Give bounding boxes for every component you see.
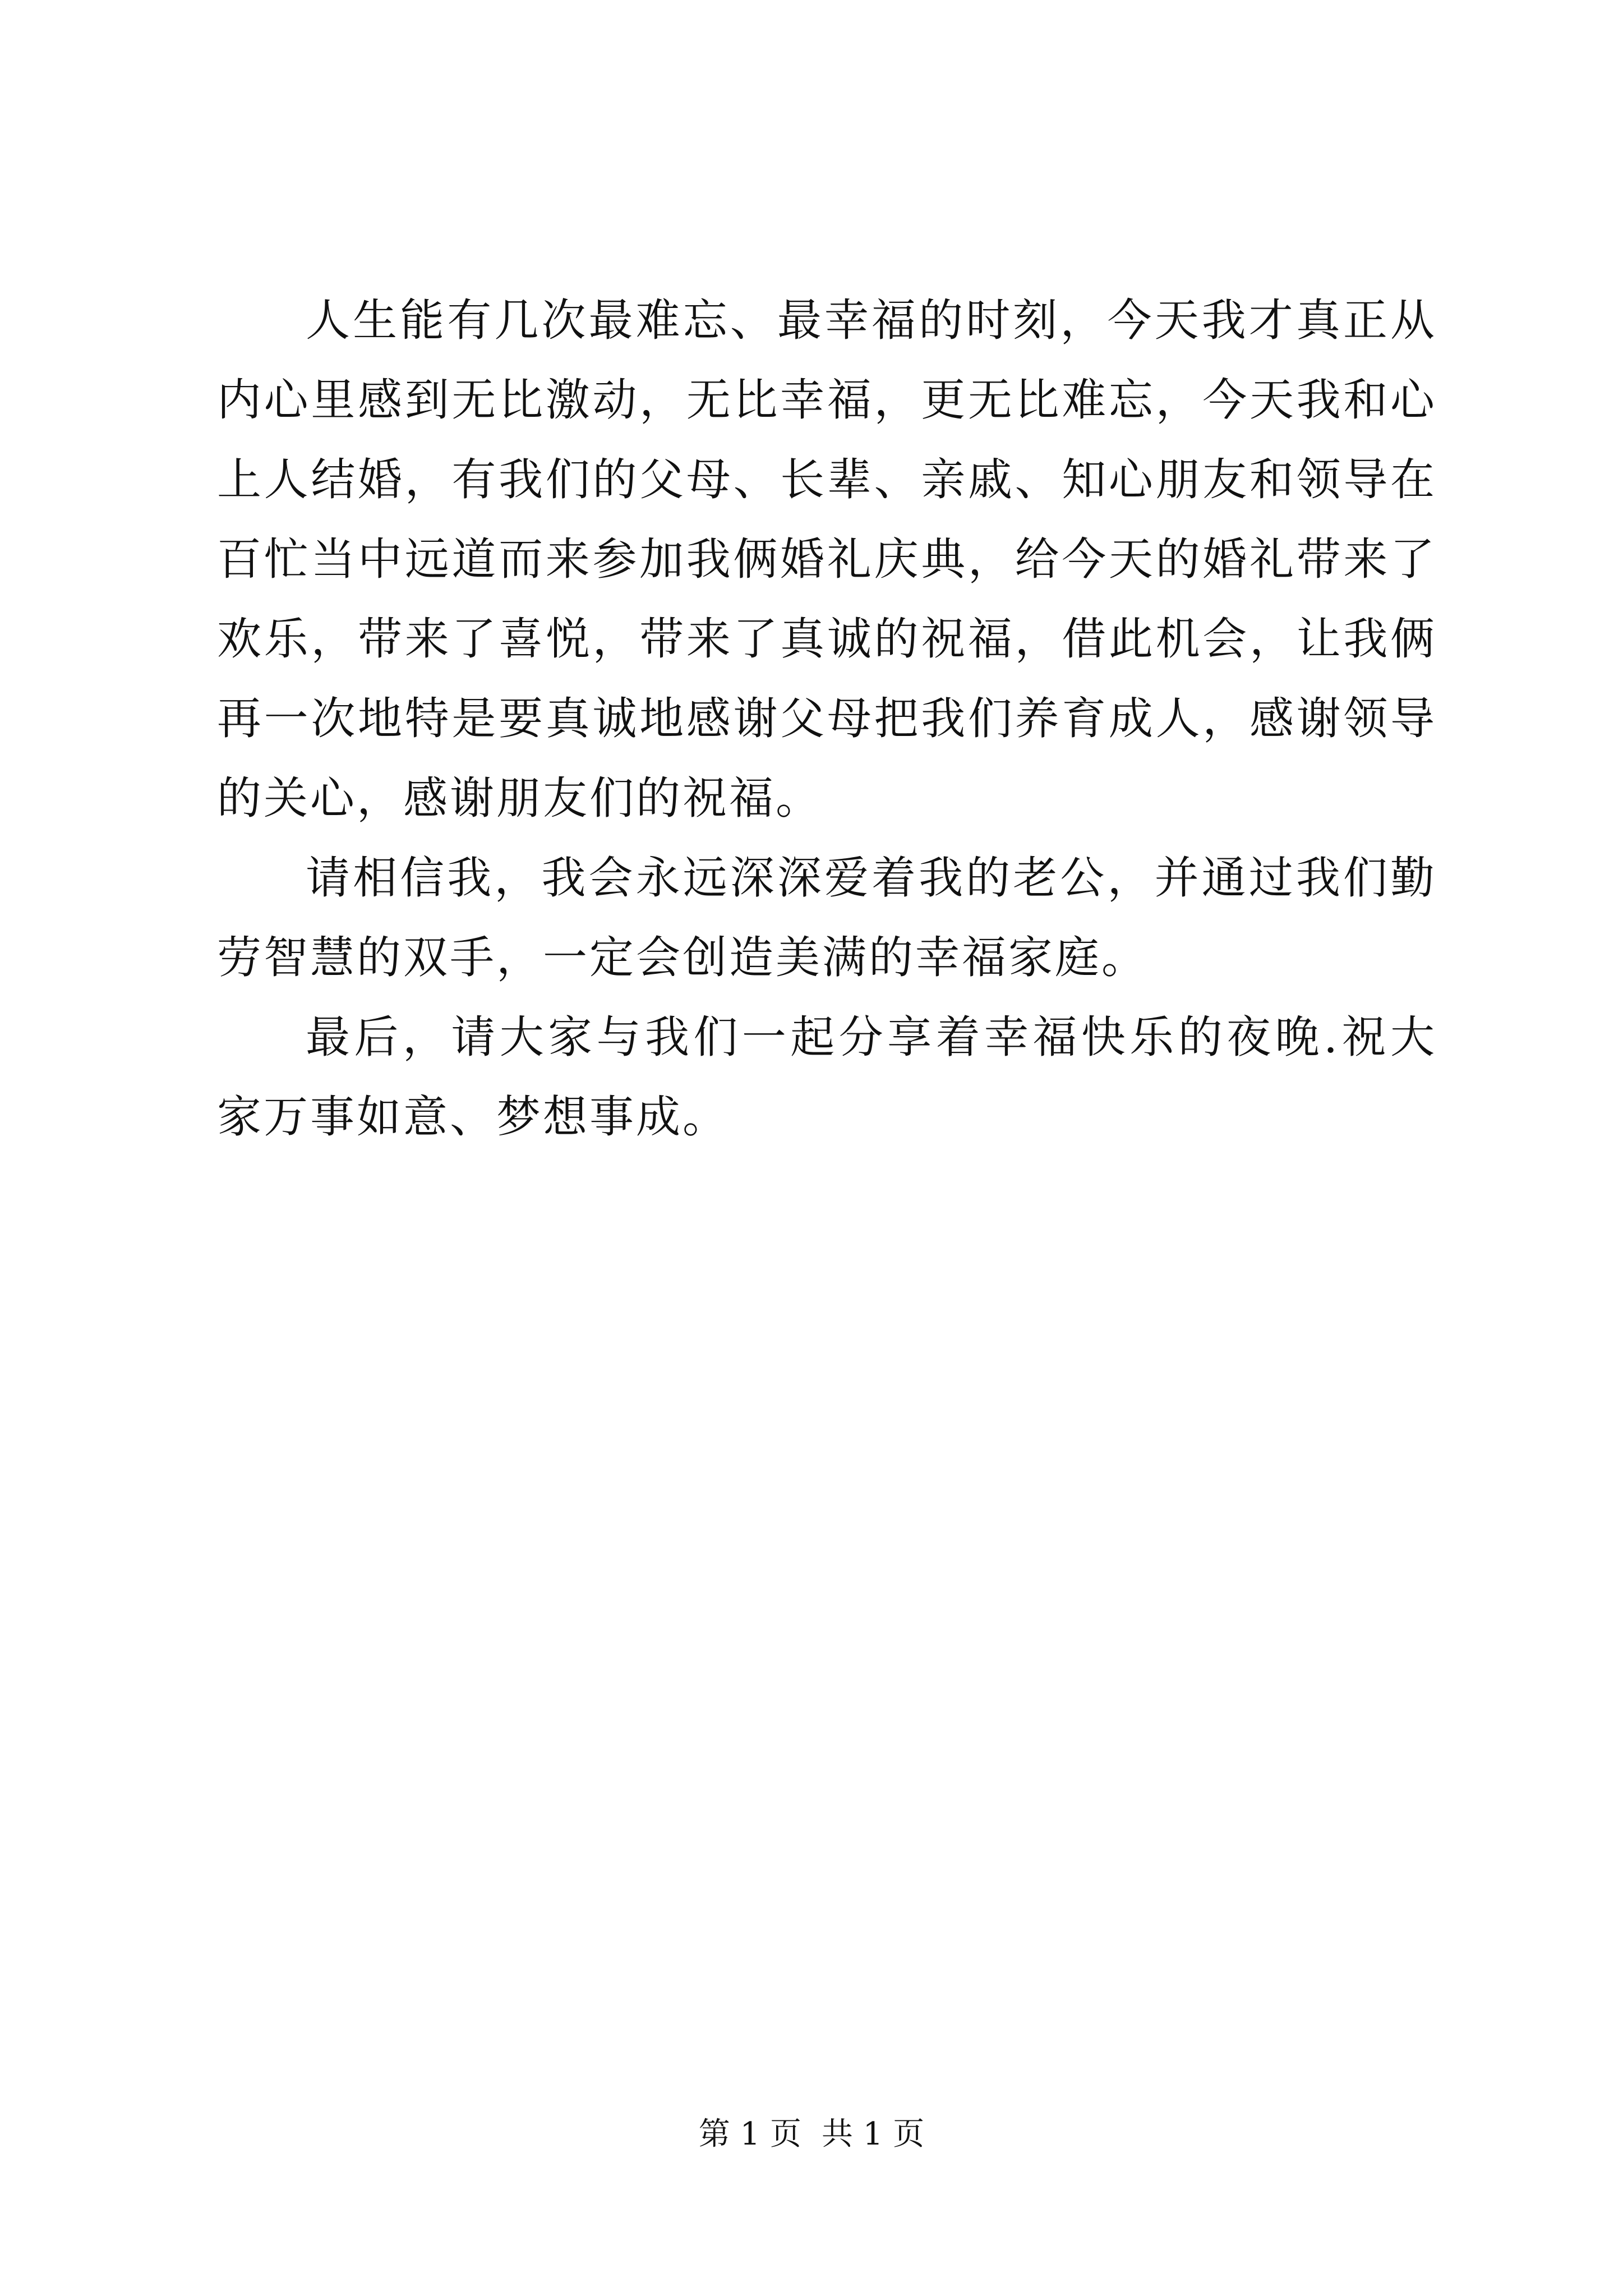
paragraph-2: 请相信我，我会永远深深爱着我的老公，并通过我们勤劳智慧的双手，一定会创造美满的幸福家庭。	[217, 852, 1437, 983]
page-total: 共 1 页	[822, 2116, 925, 2152]
document-body	[217, 280, 1437, 1157]
page-number: 第 1 页	[698, 2116, 801, 2152]
paragraph-1: 人生能有几次最难忘、最幸福的时刻，今天我才真正从内心里感到无比激动，无比幸福，更无比难忘，今天我和心上人结婚，有我们的父母、长辈、亲戚、知心朋友和领导在百忙当中远道而来参加我俩婚礼庆典，给今天的婚礼带来了欢乐，带来了喜悦，带来了真诚的祝福，借此机会，让我俩再一次地特是要真诚地感谢父母把我们养育成人，感谢领导的关心，感谢朋友们的祝福。	[217, 295, 1437, 824]
page-footer	[0, 2109, 1623, 2154]
paragraph-3: 最后，请大家与我们一起分享着幸福快乐的夜晚.祝大家万事如意、梦想事成。	[217, 1011, 1437, 1143]
